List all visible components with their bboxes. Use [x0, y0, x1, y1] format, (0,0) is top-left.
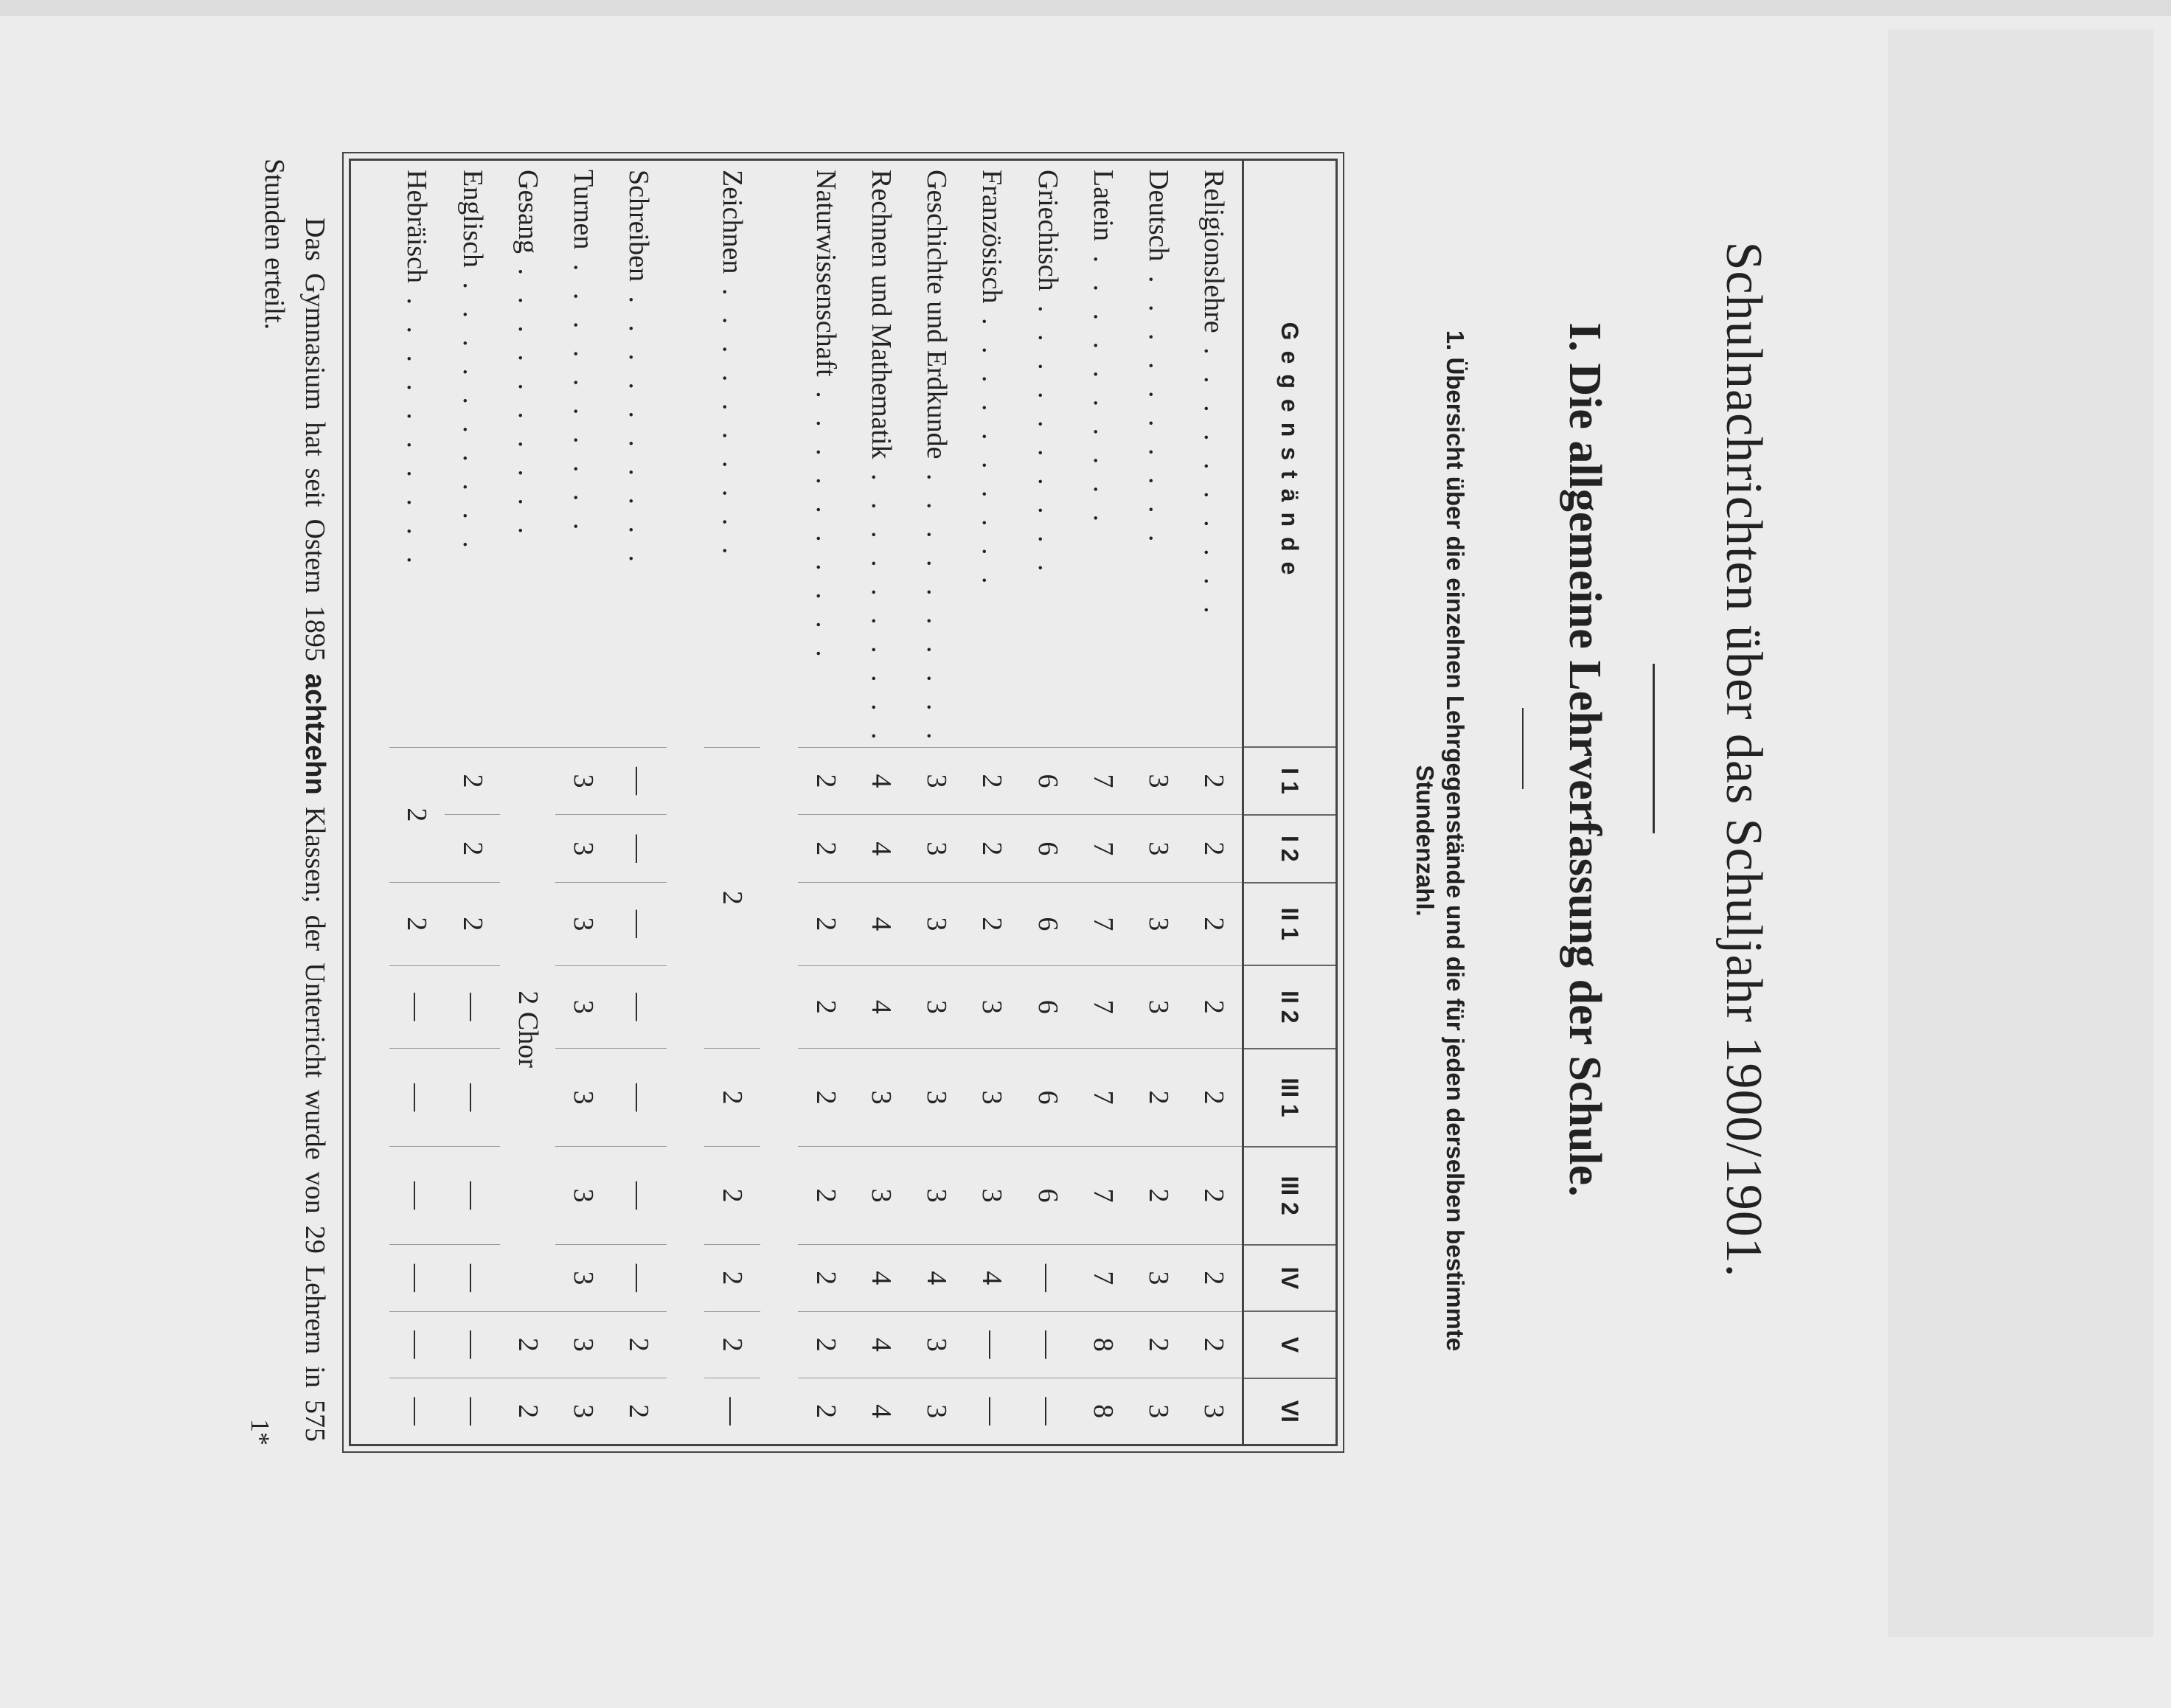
- subject-cell: Naturwissenschaft . . .: [798, 161, 853, 747]
- hours-cell: —: [445, 1245, 500, 1311]
- hours-cell: 3: [555, 815, 611, 883]
- hours-cell: —: [611, 965, 666, 1048]
- hours-cell: 2: [1130, 1049, 1186, 1147]
- hours-cell: 3: [909, 815, 965, 883]
- footer-text-end: Klassen; der Unterricht wurde von 29 Lehrern in 575 Stunden erteilt.: [258, 159, 330, 1442]
- hours-cell: 2: [704, 1049, 760, 1147]
- rotated-page: [246, 44, 1876, 1600]
- footer-text-start: Das Gymnasium hat seit Ostern 1895: [299, 218, 330, 662]
- hours-cell: 2: [1130, 1147, 1186, 1245]
- hours-cell: 3: [909, 1311, 965, 1378]
- core-subjects-body: [798, 161, 1243, 1444]
- hours-cell: —: [389, 1311, 445, 1378]
- class-header: II 2: [1243, 965, 1336, 1048]
- hours-cell: 4: [854, 1245, 909, 1311]
- hours-cell: —: [389, 1147, 445, 1245]
- hours-cell: 4: [854, 965, 909, 1048]
- table-row: [1130, 161, 1186, 1444]
- hours-cell: 4: [854, 883, 909, 965]
- hours-cell: —: [389, 965, 445, 1048]
- hours-cell: —: [611, 1245, 666, 1311]
- hours-cell: 8: [1075, 1378, 1130, 1444]
- combined-hours-cell: 2: [389, 747, 445, 883]
- table-row: [704, 161, 760, 1444]
- hours-cell: 6: [1020, 965, 1075, 1048]
- table-row: [1020, 161, 1075, 1444]
- class-header: I 2: [1243, 815, 1336, 883]
- class-header: VI: [1243, 1378, 1336, 1444]
- hours-cell: 7: [1075, 883, 1130, 965]
- hours-cell: 3: [555, 965, 611, 1048]
- hours-cell: 3: [1130, 965, 1186, 1048]
- hours-cell: 3: [555, 1245, 611, 1311]
- hours-cell: 6: [1020, 1147, 1075, 1245]
- hours-cell: 3: [555, 1378, 611, 1444]
- hours-cell: 3: [854, 1049, 909, 1147]
- hours-cell: 3: [965, 965, 1020, 1048]
- footer-bold-word: achtzehn: [299, 673, 330, 795]
- hours-cell: 2: [611, 1311, 666, 1378]
- spacer-row: [351, 161, 389, 1444]
- hours-cell: 3: [909, 747, 965, 815]
- hours-cell: 2: [798, 1049, 853, 1147]
- class-header: II 1: [1243, 883, 1336, 965]
- hours-cell: 2: [1186, 1147, 1243, 1245]
- subject-cell: Rechnen und Mathematik . . .: [854, 161, 909, 747]
- hours-cell: 2: [798, 747, 853, 815]
- section-rule: [1522, 708, 1524, 789]
- hours-cell: 2: [798, 1311, 853, 1378]
- subject-cell: Englisch . . .: [445, 161, 500, 747]
- hours-cell: 2: [965, 883, 1020, 965]
- hours-cell: —: [389, 1378, 445, 1444]
- hours-cell: 3: [1186, 1378, 1243, 1444]
- subject-cell: Deutsch . . .: [1130, 161, 1186, 747]
- hours-cell: 2: [500, 1378, 555, 1444]
- hours-cell: 2: [704, 1311, 760, 1378]
- hours-cell: —: [1020, 1245, 1075, 1311]
- table-row: [1186, 161, 1243, 1444]
- subsection-title: 1. Übersicht über die einzelnen Lehrgegenstände und die für jeden derselben bestimmte Stundenzahl.: [1411, 330, 1469, 1352]
- hours-cell: 2: [965, 747, 1020, 815]
- table-row: [500, 161, 555, 1444]
- section-title: I. Die allgemeine Lehrverfassung der Schule.: [1560, 322, 1610, 1197]
- hours-cell: 3: [965, 1147, 1020, 1245]
- hours-cell: 6: [1020, 747, 1075, 815]
- class-header: III 1: [1243, 1049, 1336, 1147]
- footer-paragraph: [254, 159, 335, 1442]
- hours-cell: 2: [500, 1311, 555, 1378]
- hours-cell: 7: [1075, 1245, 1130, 1311]
- subject-cell: Zeichnen . . .: [704, 161, 760, 747]
- hours-cell: —: [445, 1049, 500, 1147]
- hours-cell: —: [965, 1378, 1020, 1444]
- combined-hours-cell: 2 Chor: [500, 747, 555, 1311]
- table-row: [909, 161, 965, 1444]
- page-number: 1*: [246, 1419, 275, 1445]
- hours-cell: 3: [854, 1147, 909, 1245]
- hours-cell: 4: [854, 1311, 909, 1378]
- hours-cell: 3: [555, 883, 611, 965]
- hours-cell: 7: [1075, 1147, 1130, 1245]
- hours-cell: 2: [1186, 883, 1243, 965]
- hours-cell: 4: [854, 747, 909, 815]
- hours-cell: 2: [798, 1147, 853, 1245]
- table-row: [555, 161, 611, 1444]
- hours-cell: 3: [909, 1049, 965, 1147]
- spacer-row: [760, 161, 799, 1444]
- table-row: [798, 161, 853, 1444]
- subject-cell: Schreiben . . .: [611, 161, 666, 747]
- hours-cell: 2: [1130, 1311, 1186, 1378]
- subject-cell: Latein . . .: [1075, 161, 1130, 747]
- hours-cell: 3: [1130, 747, 1186, 815]
- combined-hours-cell: 2: [704, 747, 760, 1049]
- hours-cell: 2: [1186, 1049, 1243, 1147]
- page-title: Schulnachrichten über das Schuljahr 1900/1901.: [1715, 241, 1772, 1278]
- hours-cell: 2: [704, 1245, 760, 1311]
- hours-cell: —: [445, 1311, 500, 1378]
- hours-cell: 2: [965, 815, 1020, 883]
- table-row: [854, 161, 909, 1444]
- hours-cell: —: [445, 965, 500, 1048]
- hours-cell: 2: [704, 1147, 760, 1245]
- hours-cell: —: [445, 1147, 500, 1245]
- hours-cell: —: [965, 1311, 1020, 1378]
- hours-cell: 6: [1020, 883, 1075, 965]
- hours-cell: 8: [1075, 1311, 1130, 1378]
- hours-cell: 2: [798, 815, 853, 883]
- hours-cell: 3: [909, 1147, 965, 1245]
- hours-cell: —: [1020, 1378, 1075, 1444]
- hours-cell: 3: [909, 883, 965, 965]
- hours-cell: 3: [555, 747, 611, 815]
- hours-cell: —: [389, 1245, 445, 1311]
- hours-cell: 3: [965, 1049, 1020, 1147]
- hours-cell: —: [611, 883, 666, 965]
- hours-cell: 4: [854, 1378, 909, 1444]
- subject-cell: Gesang . . .: [500, 161, 555, 747]
- subject-cell: Hebräisch . . .: [389, 161, 445, 747]
- hours-cell: 4: [854, 815, 909, 883]
- hours-cell: 3: [909, 1378, 965, 1444]
- hours-cell: 6: [1020, 1049, 1075, 1147]
- hours-cell: 3: [1130, 883, 1186, 965]
- hours-cell: 3: [1130, 1245, 1186, 1311]
- hours-cell: 2: [1186, 815, 1243, 883]
- hours-cell: —: [1020, 1311, 1075, 1378]
- hours-cell: 4: [909, 1245, 965, 1311]
- hours-cell: 2: [445, 815, 500, 883]
- table-row: [445, 161, 500, 1444]
- spacer-row: [667, 161, 705, 1444]
- hours-cell: —: [704, 1378, 760, 1444]
- hours-cell: —: [611, 1147, 666, 1245]
- hours-cell: 2: [1186, 1245, 1243, 1311]
- hours-cell: —: [389, 1049, 445, 1147]
- hours-cell: 3: [909, 965, 965, 1048]
- hours-cell: 3: [1130, 1378, 1186, 1444]
- hours-cell: 2: [798, 1245, 853, 1311]
- facing-page-bleed: [1888, 29, 2153, 1637]
- hours-cell: 3: [555, 1147, 611, 1245]
- hours-cell: 2: [611, 1378, 666, 1444]
- class-header: I 1: [1243, 747, 1336, 815]
- table-row: [389, 161, 445, 1444]
- hours-cell: 7: [1075, 1049, 1130, 1147]
- hours-cell: 2: [798, 1378, 853, 1444]
- hours-cell: —: [611, 815, 666, 883]
- hours-cell: 2: [798, 965, 853, 1048]
- class-header: V: [1243, 1311, 1336, 1378]
- hours-cell: 2: [445, 747, 500, 815]
- hours-cell: 6: [1020, 815, 1075, 883]
- subject-cell: Griechisch . . .: [1020, 161, 1075, 747]
- table-header-row: [1243, 161, 1336, 1444]
- hours-cell: —: [611, 1049, 666, 1147]
- table-row: [965, 161, 1020, 1444]
- hours-cell: 2: [1186, 1311, 1243, 1378]
- lesson-table-frame: [349, 159, 1338, 1446]
- subjects-header: Gegenstände: [1243, 161, 1336, 747]
- table-row: [611, 161, 666, 1444]
- subject-cell: Turnen . . .: [555, 161, 611, 747]
- scan-top-band: [0, 0, 2171, 16]
- hours-cell: 7: [1075, 815, 1130, 883]
- special-subjects-body: [351, 161, 798, 1444]
- subject-cell: Französisch . . .: [965, 161, 1020, 747]
- lesson-hours-table: [351, 161, 1335, 1444]
- hours-cell: 3: [1130, 815, 1186, 883]
- hours-cell: 2: [798, 883, 853, 965]
- class-header: IV: [1243, 1245, 1336, 1311]
- class-header: III 2: [1243, 1147, 1336, 1245]
- hours-cell: —: [445, 1378, 500, 1444]
- title-rule: [1653, 664, 1655, 833]
- hours-cell: 7: [1075, 965, 1130, 1048]
- subject-cell: Geschichte und Erdkunde . . .: [909, 161, 965, 747]
- hours-cell: 7: [1075, 747, 1130, 815]
- hours-cell: —: [611, 747, 666, 815]
- hours-cell: 3: [555, 1311, 611, 1378]
- table-row: [1075, 161, 1130, 1444]
- hours-cell: 3: [555, 1049, 611, 1147]
- subject-cell: Religionslehre . . .: [1186, 161, 1243, 747]
- hours-cell: 2: [1186, 747, 1243, 815]
- hours-cell: 2: [1186, 965, 1243, 1048]
- hours-cell: 2: [445, 883, 500, 965]
- hours-cell: 2: [389, 883, 445, 965]
- hours-cell: 4: [965, 1245, 1020, 1311]
